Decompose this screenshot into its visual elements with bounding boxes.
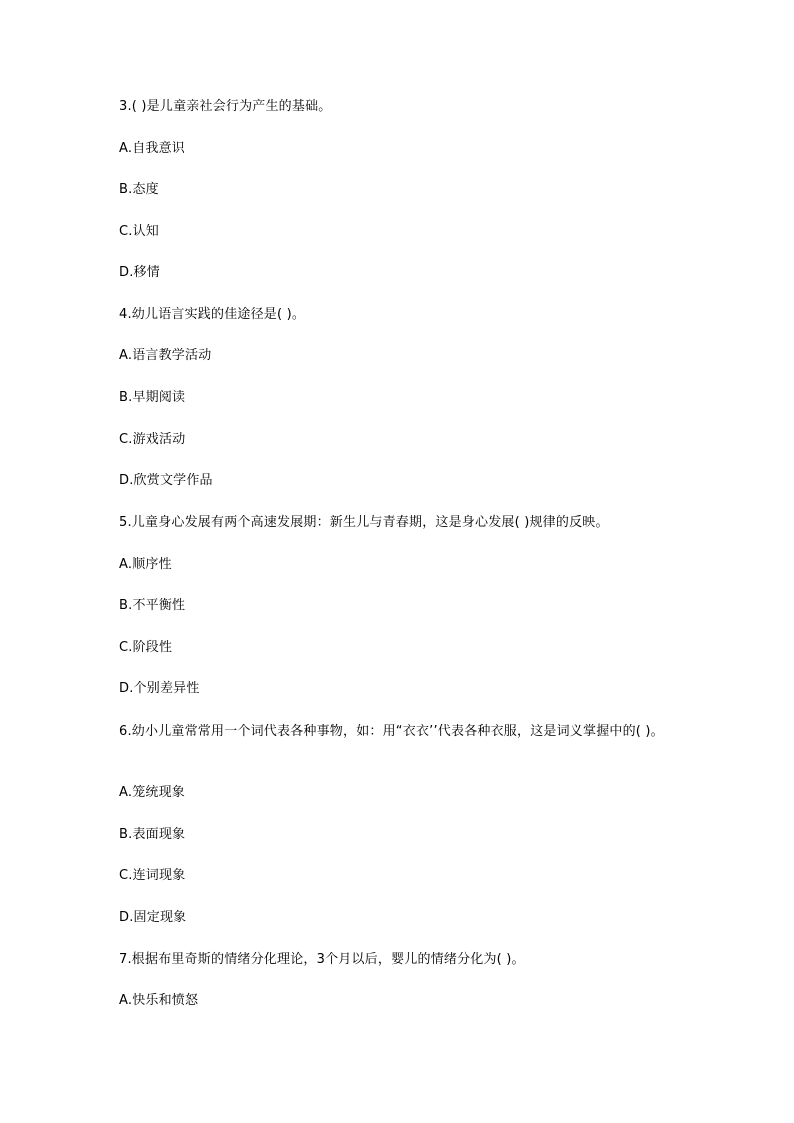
question-3-stem: 3.( )是儿童亲社会行为产生的基础。 bbox=[119, 99, 332, 114]
question-5-option-b: B.不平衡性 bbox=[119, 598, 186, 613]
question-6-option-a: A.笼统现象 bbox=[119, 785, 185, 800]
question-7-option-a: A.快乐和愤怒 bbox=[119, 993, 199, 1008]
question-5-option-d: D.个别差异性 bbox=[119, 681, 200, 696]
question-4-option-d: D.欣赏文学作品 bbox=[119, 473, 213, 488]
question-4-option-a: A.语言教学活动 bbox=[119, 348, 212, 363]
question-7-stem: 7.根据布里奇斯的情绪分化理论，3个月以后，婴儿的情绪分化为( )。 bbox=[119, 952, 525, 967]
question-3-option-b: B.态度 bbox=[119, 182, 159, 197]
question-6-stem: 6.幼小儿童常常用一个词代表各种事物，如：用“衣衣’’代表各种衣服，这是词义掌握中的( )。 bbox=[119, 724, 664, 739]
question-3-option-a: A.自我意识 bbox=[119, 141, 185, 156]
question-6-option-b: B.表面现象 bbox=[119, 827, 186, 842]
question-4-option-c: C.游戏活动 bbox=[119, 432, 186, 447]
question-6-option-d: D.固定现象 bbox=[119, 910, 187, 925]
question-5-stem: 5.儿童身心发展有两个高速发展期：新生儿与青春期，这是身心发展( )规律的反映。 bbox=[119, 515, 609, 530]
question-3-option-c: C.认知 bbox=[119, 224, 160, 239]
question-3-option-d: D.移情 bbox=[119, 265, 160, 280]
question-4-stem: 4.幼儿语言实践的佳途径是( )。 bbox=[119, 307, 306, 322]
question-5-option-a: A.顺序性 bbox=[119, 557, 172, 572]
question-6-option-c: C.连词现象 bbox=[119, 868, 186, 883]
question-4-option-b: B.早期阅读 bbox=[119, 390, 186, 405]
question-5-option-c: C.阶段性 bbox=[119, 640, 173, 655]
